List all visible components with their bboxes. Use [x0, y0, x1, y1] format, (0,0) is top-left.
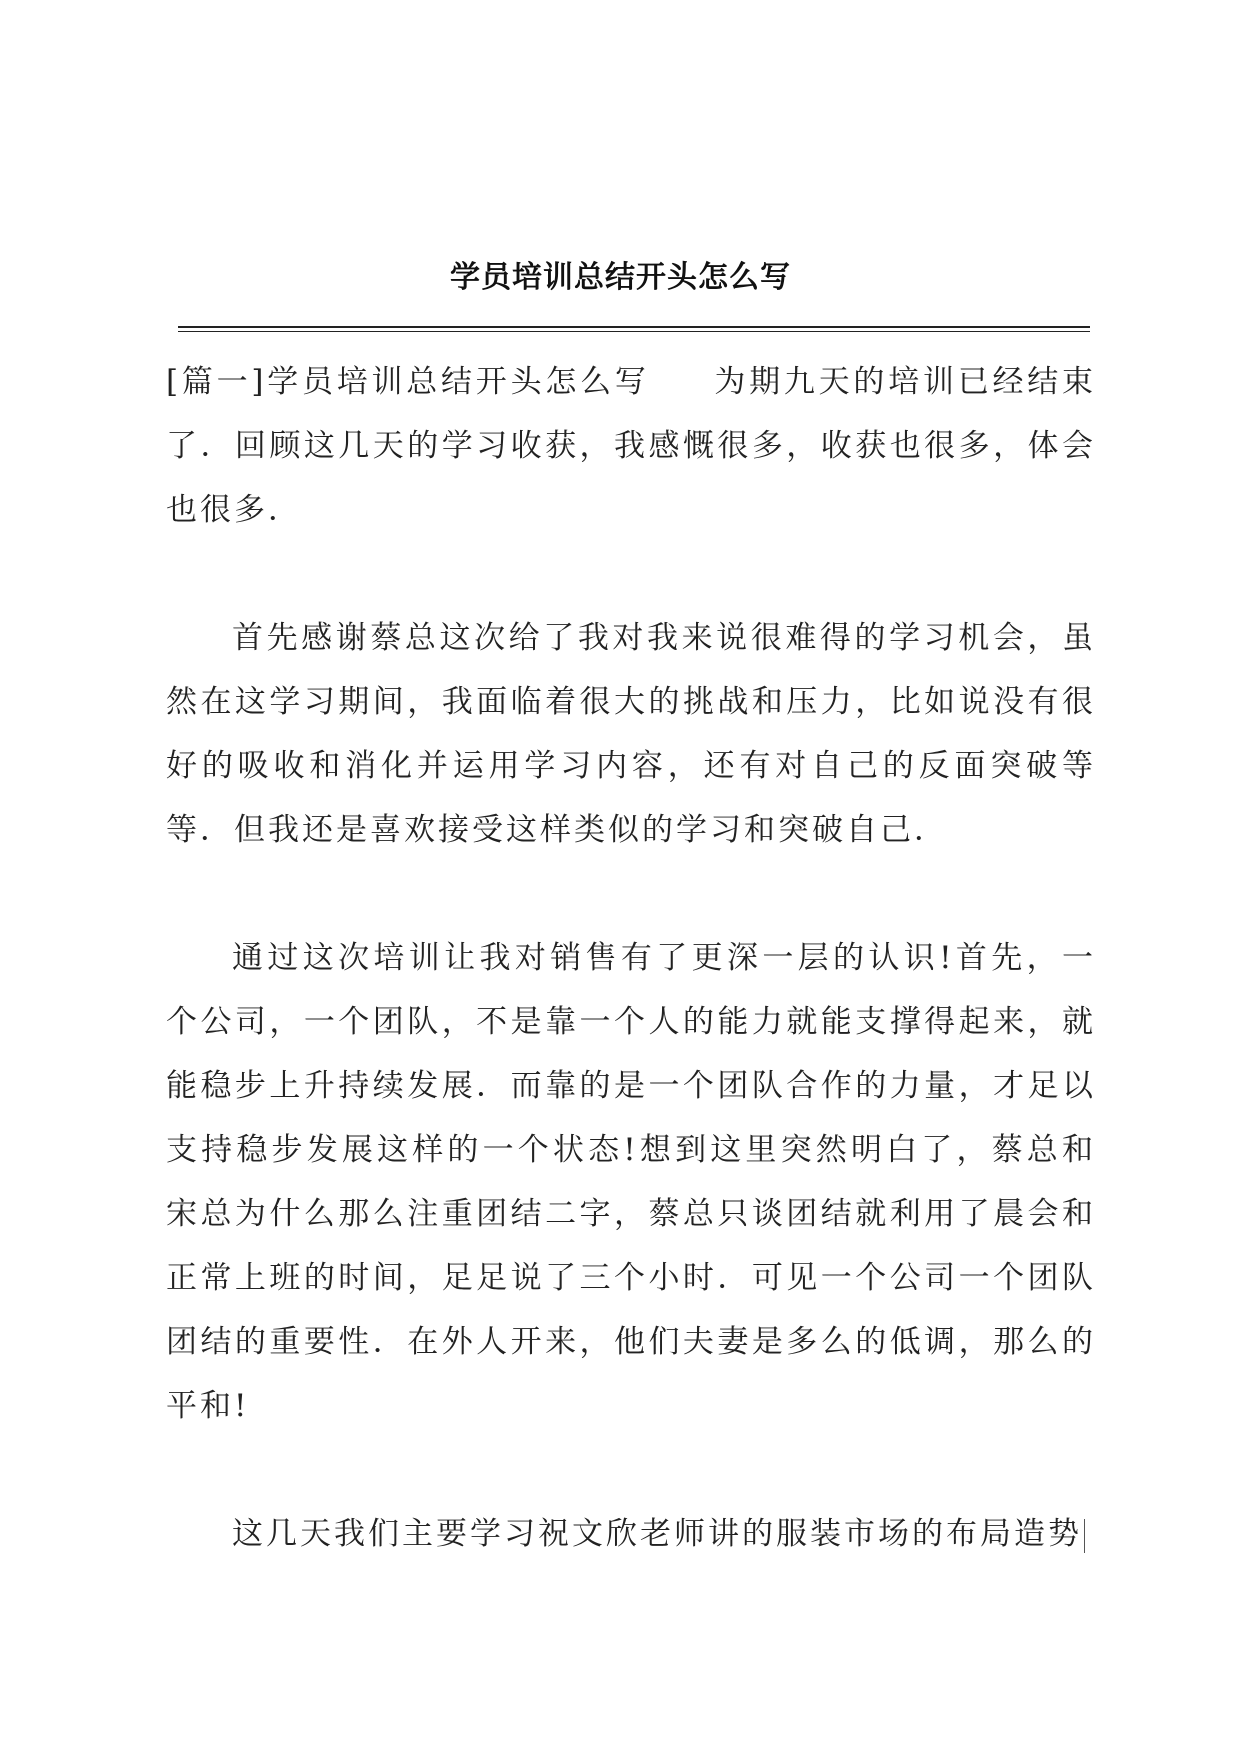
section-label: [篇一]学员培训总结开头怎么写 — [166, 364, 650, 400]
paragraph-1 — [166, 350, 1096, 542]
paragraph-1-text: 为期九天的培训已经结束了．回顾这几天的学习收获，我感慨很多，收获也很多，体会也很多． — [166, 364, 1097, 528]
paragraph-3: 通过这次培训让我对销售有了更深一层的认识!首先，一个公司，一个团队，不是靠一个人的能力就能支撑得起来，就能稳步上升持续发展．而靠的是一个团队合作的力量，才足以支持稳步发展这样的一个状态!想到这里突然明白了，蔡总和宋总为什么那么注重团结二字，蔡总只谈团结就利用了晨会和正常上班的时间，足足说了三个小时．可见一个公司一个团队团结的重要性．在外人开来，他们夫妻是多么的低调，那么的平和! — [166, 940, 1096, 1424]
title-double-rule — [178, 326, 1090, 332]
document-body — [166, 350, 1096, 1630]
paragraph-2: 首先感谢蔡总这次给了我对我来说很难得的学习机会，虽然在这学习期间，我面临着很大的挑战和压力，比如说没有很好的吸收和消化并运用学习内容，还有对自己的反面突破等等．但我还是喜欢接受这样类似的学习和突破自己． — [166, 620, 1096, 848]
text-cursor — [1084, 1519, 1085, 1553]
document-title: 学员培训总结开头怎么写 — [450, 260, 791, 295]
paragraph-4-text: 这几天我们主要学习祝文欣老师讲的服装市场的布局造势 — [232, 1516, 1082, 1552]
paragraph-4 — [166, 1502, 1096, 1566]
